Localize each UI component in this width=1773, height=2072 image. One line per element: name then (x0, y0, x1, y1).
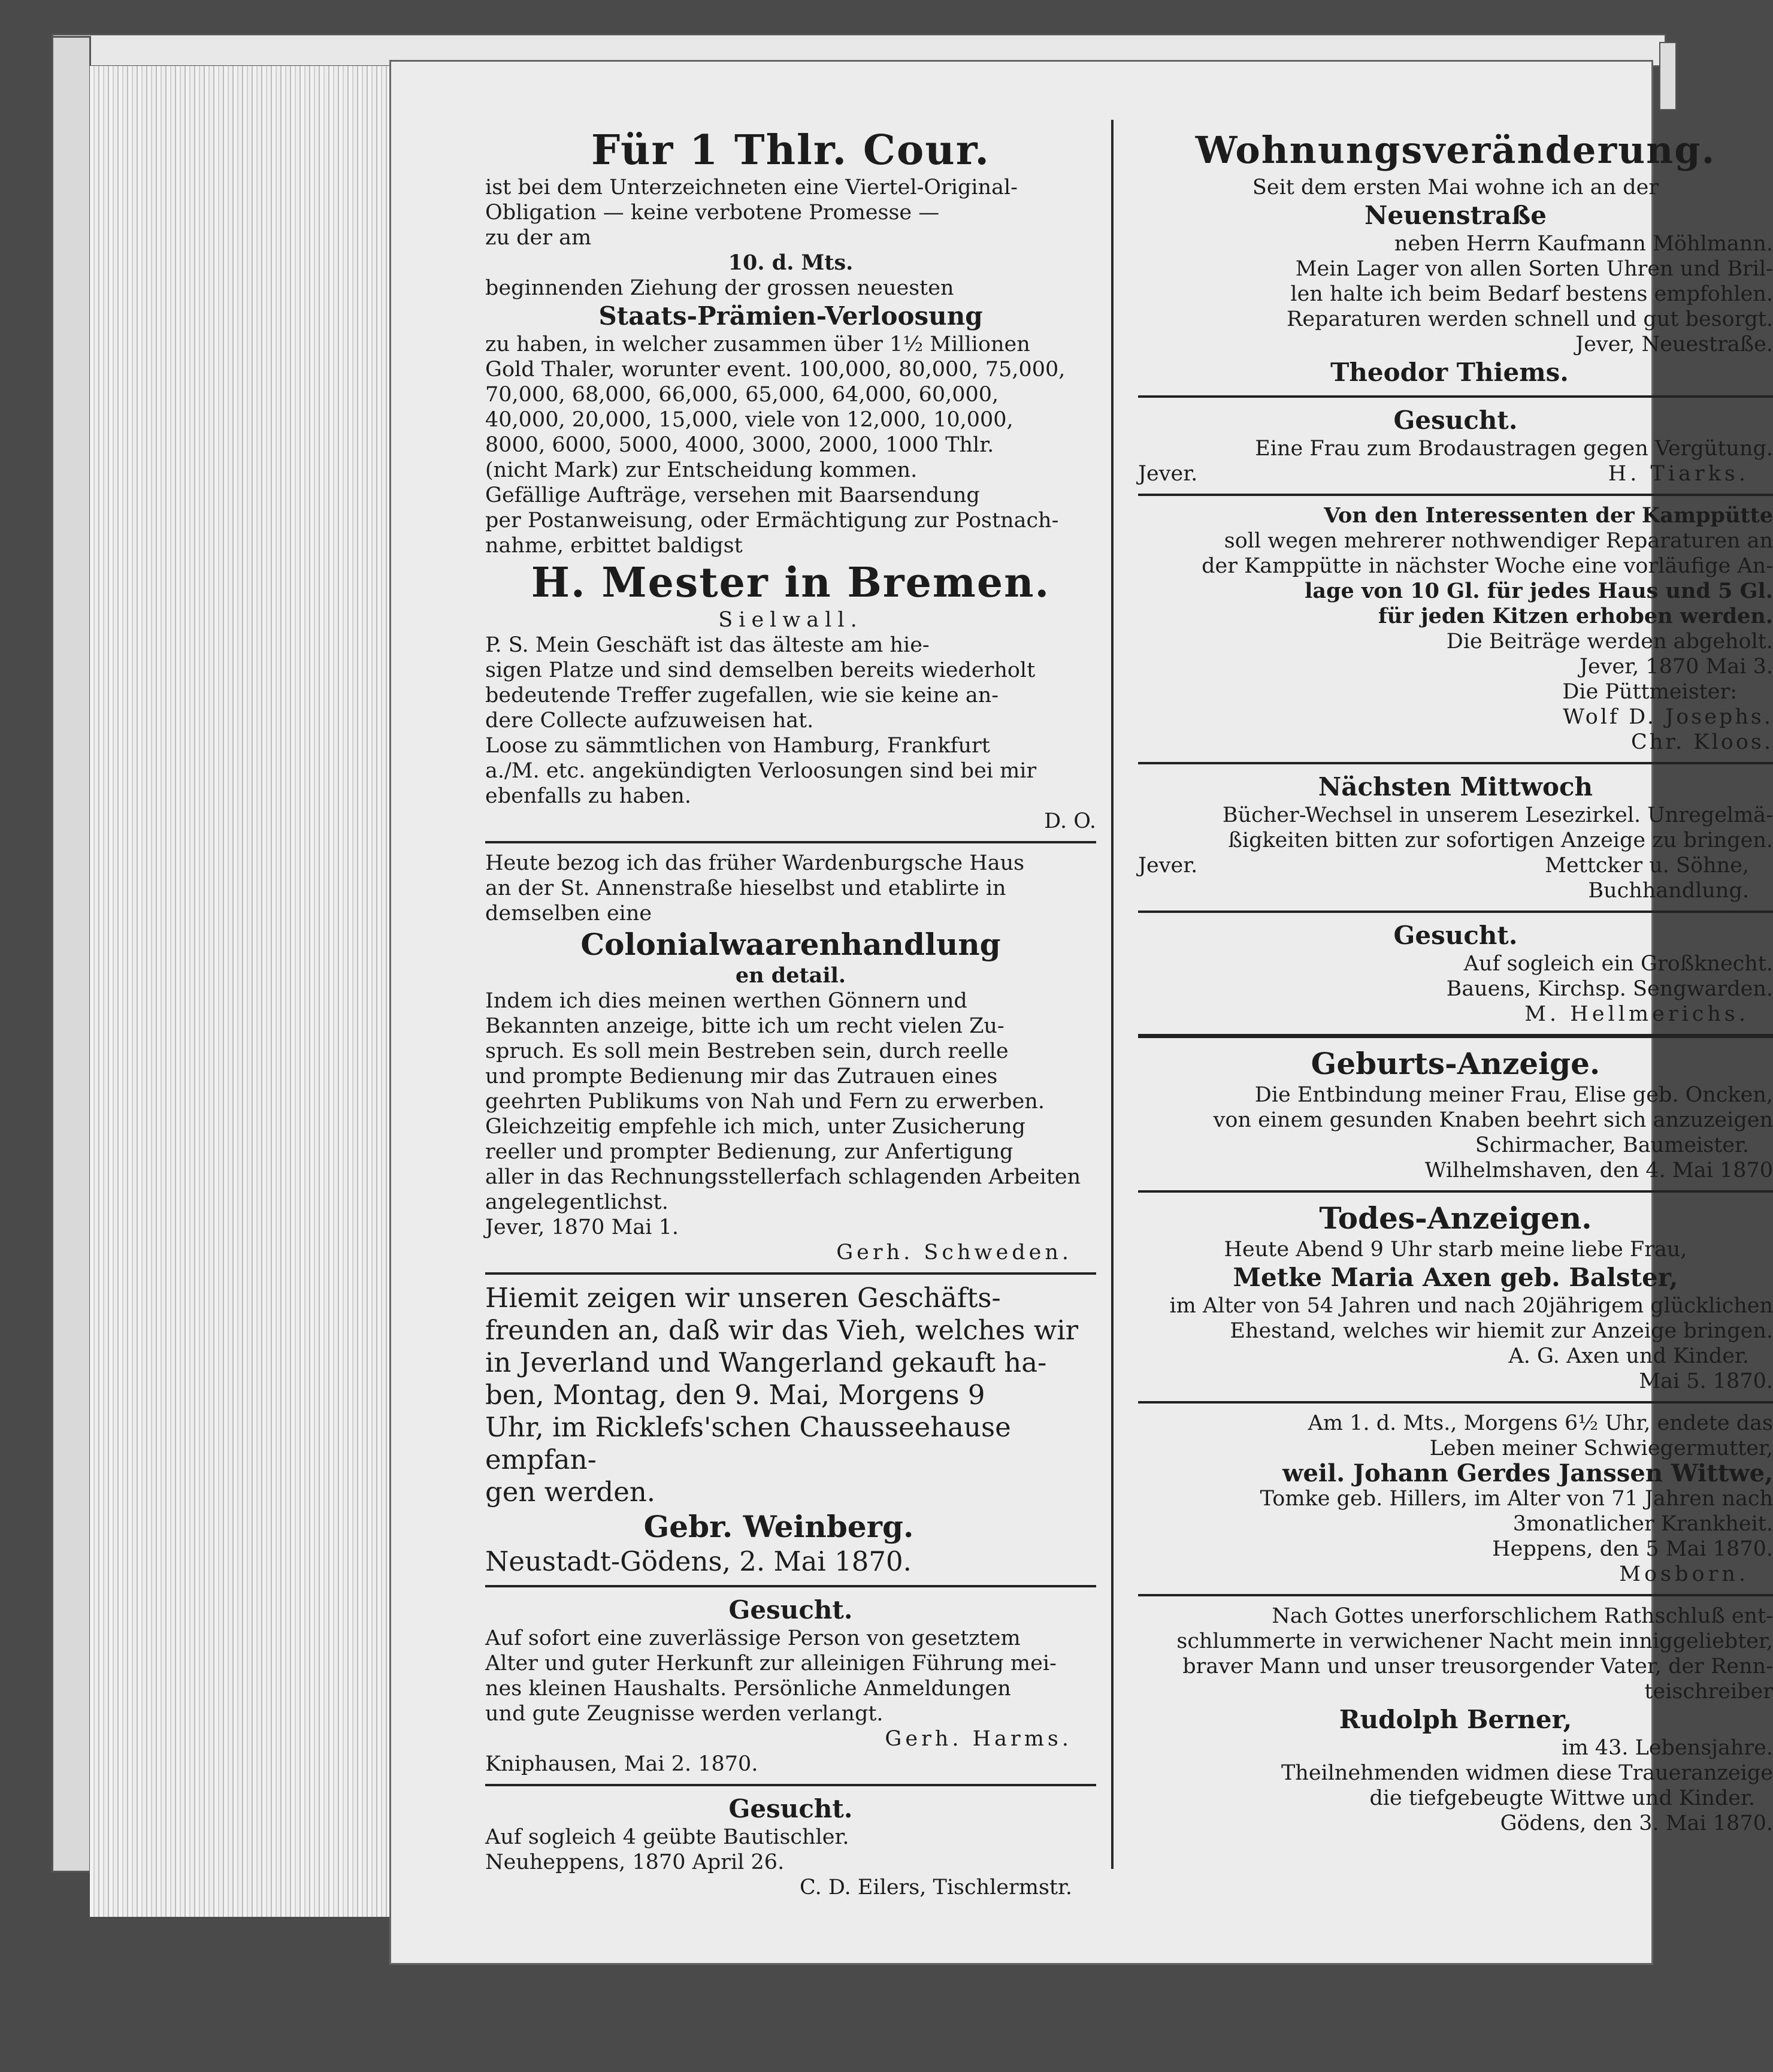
death-body-line: schlummerte in verwichener Nacht mein inniggeliebter, (1176, 1629, 1773, 1653)
lottery-body-line: Gefällige Aufträge, versehen mit Baarsendung (485, 483, 980, 507)
birth-place: Wilhelmshaven, den 4. Mai 1870 (1424, 1158, 1773, 1182)
death-name: weil. Johann Gerdes Janssen Wittwe, (1282, 1459, 1773, 1487)
colonial-ad (485, 851, 1096, 1265)
lottery-body-line: per Postanweisung, oder Ermächtigung zur Postnach- (485, 509, 1059, 533)
moving-body-line: Reparaturen werden schnell und gut besorgt. (1287, 307, 1773, 331)
colonial-body-line: und prompte Bedienung mir das Zutrauen eines (485, 1064, 998, 1088)
lottery-line: zu der am (485, 226, 592, 250)
lottery-body-line: nahme, erbittet baldigst (485, 534, 743, 558)
wanted-title: Gesucht. (1393, 406, 1518, 435)
wanted-body-line: Auf sofort eine zuverlässige Person von gesetztem (485, 1626, 1021, 1650)
colonial-body-line: aller in das Rechnungsstellerfach schlagenden Arbeiten (485, 1165, 1081, 1189)
lottery-ps-line: sigen Platze und sind demselben bereits wiederholt (485, 658, 1036, 682)
divider-rule (1138, 1401, 1773, 1403)
death-ad-1 (1138, 1200, 1773, 1394)
divider-rule (1138, 762, 1773, 764)
books-place: Jever. (1138, 854, 1198, 878)
death-body-line: braver Mann und unser treusorgender Vater, der Renn- (1182, 1654, 1773, 1678)
book-tab (1659, 42, 1677, 110)
wanted-place: Jever. (1138, 462, 1198, 486)
death-ad-3 (1138, 1604, 1773, 1836)
book-spine-edge (52, 36, 91, 1873)
well-ad (1138, 503, 1773, 755)
lottery-subtitle: Staats-Prämien-Verloosung (598, 301, 983, 331)
left-column (485, 126, 1096, 1900)
wanted-title: Gesucht. (728, 1595, 853, 1625)
divider-rule (485, 841, 1096, 843)
moving-body-line: len halte ich beim Bedarf bestens empfohlen. (1290, 282, 1773, 306)
wanted-body-line: Bauens, Kirchsp. Sengwarden. (1446, 977, 1773, 1001)
wanted-title: Gesucht. (728, 1794, 853, 1823)
lottery-body-line: 8000, 6000, 5000, 4000, 3000, 2000, 1000 Thlr. (485, 433, 994, 457)
moving-ad (1138, 126, 1773, 388)
death-body-line: Ehestand, welches wir hiemit zur Anzeige bringen. (1230, 1319, 1773, 1343)
divider-rule (485, 1784, 1096, 1786)
moving-body-line: Jever, Neuestraße. (1575, 332, 1773, 356)
lottery-ps-line: dere Collecte aufzuweisen hat. (485, 709, 814, 733)
well-body-line: lage von 10 Gl. für jedes Haus und 5 Gl. (1305, 579, 1773, 603)
lottery-line: Obligation — keine verbotene Promesse — (485, 201, 940, 225)
death-name: Metke Maria Axen geb. Balster, (1233, 1263, 1678, 1292)
death-line: Leben meiner Schwiegermutter, (1429, 1436, 1773, 1460)
divider-rule (1138, 1594, 1773, 1596)
wanted-body-line: nes kleinen Haushalts. Persönliche Anmeldungen (485, 1677, 1011, 1701)
birth-ad (1138, 1045, 1773, 1183)
moving-street: Neuenstraße (1364, 201, 1547, 230)
divider-rule (1138, 1190, 1773, 1193)
wanted-ad-1 (485, 1595, 1096, 1777)
wanted-body-line: Alter und guter Herkunft zur alleinigen Führung mei- (485, 1651, 1057, 1675)
wanted-title: Gesucht. (1393, 921, 1518, 950)
birth-body-line: von einem gesunden Knaben beehrt sich anzuzeigen (1213, 1108, 1773, 1132)
newspaper-page (389, 60, 1773, 1965)
colonial-body-line: spruch. Es soll mein Bestreben sein, durch reelle (485, 1039, 1009, 1063)
lottery-firm: H. Mester in Bremen. (531, 559, 1051, 607)
divider-rule (1138, 911, 1773, 913)
lottery-line: ist bei dem Unterzeichneten eine Viertel-Original- (485, 176, 1018, 199)
well-body-line: Die Beiträge werden abgeholt. (1446, 630, 1773, 654)
lottery-body-line: zu haben, in welcher zusammen über 1½ Millionen (485, 332, 1030, 356)
lottery-initials: D. O. (1044, 809, 1096, 833)
wanted-body-line: Neuheppens, 1870 April 26. (485, 1850, 785, 1874)
birth-body-line: Die Entbindung meiner Frau, Elise geb. Oncken, (1254, 1083, 1773, 1107)
colonial-place: Jever, 1870 Mai 1. (485, 1215, 679, 1239)
death-line: Heute Abend 9 Uhr starb meine liebe Frau, (1224, 1238, 1687, 1262)
lottery-ps-line: bedeutende Treffer zugefallen, wie sie keine an- (485, 683, 999, 707)
death-place: Mai 5. 1870. (1639, 1369, 1773, 1393)
well-name: Wolf D. Josephs. (1563, 705, 1773, 729)
books-footer (1138, 853, 1773, 878)
lottery-body-line: Gold Thaler, worunter event. 100,000, 80,000, 75,000, (485, 358, 1066, 382)
colonial-intro-line: an der St. Annenstraße hieselbst und etablirte in (485, 876, 1006, 900)
colonial-body-line: geehrten Publikums von Nah und Fern zu erwerben. (485, 1090, 1045, 1114)
wanted-body-line: und gute Zeugnisse werden verlangt. (485, 1702, 884, 1726)
lottery-ps-line: a./M. etc. angekündigten Verloosungen sind bei mir (485, 759, 1037, 783)
lottery-body-line: 70,000, 68,000, 66,000, 65,000, 64,000, 60,000, (485, 383, 999, 407)
death-name: Rudolph Berner, (1339, 1705, 1572, 1734)
death-age: im 43. Lebensjahre. (1562, 1736, 1773, 1760)
moving-title: Wohnungsveränderung. (1195, 128, 1716, 172)
wanted-body-line: Auf sogleich 4 geübte Bautischler. (485, 1825, 849, 1849)
colonial-subtitle: en detail. (735, 963, 846, 988)
cattle-ad (485, 1282, 1096, 1578)
wanted-body-line: Eine Frau zum Brodaustragen gegen Vergütung. (1255, 437, 1773, 461)
moving-signature: Theodor Thiems. (1330, 358, 1569, 387)
lottery-ad (485, 126, 1096, 834)
well-label: Die Püttmeister: (1562, 680, 1737, 704)
death-body-line: 3monatlicher Krankheit. (1512, 1512, 1773, 1536)
colonial-body-line: Bekannten anzeige, bitte ich um recht vielen Zu- (485, 1014, 1005, 1038)
lottery-ps-line: ebenfalls zu haben. (485, 784, 691, 808)
wanted-signature: M. Hellmerichs. (1524, 1002, 1749, 1026)
colonial-signature: Gerh. Schweden. (836, 1241, 1072, 1265)
cattle-body-line: ben, Montag, den 9. Mai, Morgens 9 (485, 1379, 985, 1411)
death-body-line: im Alter von 54 Jahren und nach 20jährigem glücklichen (1169, 1294, 1773, 1318)
divider-rule (485, 1272, 1096, 1275)
cattle-body-line: in Jeverland und Wangerland gekauft ha- (485, 1347, 1047, 1378)
colonial-body-line: angelegentlichst. (485, 1190, 668, 1214)
lottery-line: beginnenden Ziehung der grossen neuesten (485, 276, 954, 300)
death-signature: A. G. Axen und Kinder. (1508, 1344, 1749, 1368)
wanted-signature: C. D. Eilers, Tischlermstr. (800, 1876, 1072, 1899)
death-signature: Mosborn. (1619, 1562, 1749, 1586)
wanted-signature: Gerh. Harms. (885, 1727, 1072, 1751)
cattle-body-line: gen werden. (485, 1476, 656, 1508)
cattle-body-line: Uhr, im Ricklefs'schen Chausseehause empfan- (485, 1411, 1011, 1475)
books-body-line: ßigkeiten bitten zur sofortigen Anzeige zu bringen. (1228, 828, 1773, 852)
page-stack-edge (90, 66, 389, 1917)
death-closing-line: Theilnehmenden widmen diese Traueranzeige (1281, 1761, 1773, 1785)
moving-body-line: Mein Lager von allen Sorten Uhren und Bril- (1295, 257, 1773, 281)
lottery-ps-line: Loose zu sämmtlichen von Hamburg, Frankfurt (485, 734, 990, 758)
death-line: Am 1. d. Mts., Morgens 6½ Uhr, endete das (1308, 1411, 1773, 1435)
books-body-line: Bücher-Wechsel in unserem Lesezirkel. Unregelmä- (1222, 803, 1773, 827)
wanted-footer (1138, 461, 1773, 486)
divider-rule (1138, 1034, 1773, 1038)
colonial-intro-line: Heute bezog ich das früher Wardenburgsche Haus (485, 851, 1025, 875)
moving-line: Seit dem ersten Mai wohne ich an der (1252, 176, 1659, 199)
cattle-place: Neustadt-Gödens, 2. Mai 1870. (485, 1545, 912, 1577)
colonial-body-line: Gleichzeitig empfehle ich mich, unter Zusicherung (485, 1115, 1025, 1139)
well-body-line: für jeden Kitzen erhoben werden. (1378, 604, 1773, 628)
wanted-place: Kniphausen, Mai 2. 1870. (485, 1752, 758, 1776)
birth-title: Geburts-Anzeige. (1311, 1046, 1600, 1081)
lottery-body-line: (nicht Mark) zur Entscheidung kommen. (485, 458, 918, 482)
death-title: Todes-Anzeigen. (1319, 1200, 1592, 1236)
well-body-line: soll wegen mehrerer nothwendiger Reparaturen an (1224, 529, 1773, 553)
death-body-line: Nach Gottes unerforschlichem Rathschluß ent- (1272, 1604, 1773, 1628)
wanted-body-line: Auf sogleich ein Großknecht. (1463, 952, 1773, 976)
colonial-title: Colonialwaarenhandlung (580, 927, 1001, 962)
moving-body-line: neben Herrn Kaufmann Möhlmann. (1394, 232, 1773, 256)
death-ad-2 (1138, 1411, 1773, 1587)
well-body-line: der Kamppütte in nächster Woche eine vorläufige An- (1202, 554, 1773, 578)
right-column (1138, 126, 1773, 1836)
death-body-line: teischreiber (1644, 1680, 1773, 1704)
lottery-body-line: 40,000, 20,000, 15,000, viele von 12,000, 10,000, (485, 408, 1013, 432)
lottery-ps-line: P. S. Mein Geschäft ist das älteste am hie- (485, 633, 930, 657)
books-signature-2: Buchhandlung. (1588, 879, 1749, 903)
cattle-body-line: freunden an, daß wir das Vieh, welches wir (485, 1314, 1079, 1346)
wanted-ad-3 (1138, 405, 1773, 486)
column-divider (1111, 120, 1114, 1869)
birth-signature: Schirmacher, Baumeister. (1475, 1133, 1749, 1157)
death-closing-line: die tiefgebeugte Wittwe und Kinder. (1369, 1786, 1755, 1810)
books-title: Nächsten Mittwoch (1318, 772, 1593, 801)
books-signature: Mettcker u. Söhne, (1545, 854, 1749, 878)
books-ad (1138, 772, 1773, 903)
colonial-body-line: Indem ich dies meinen werthen Gönnern und (485, 989, 967, 1013)
wanted-ad-4 (1138, 920, 1773, 1027)
cattle-body-line: Hiemit zeigen wir unseren Geschäfts- (485, 1282, 1001, 1314)
wanted-signature: H. Tiarks. (1608, 462, 1749, 486)
divider-rule (485, 1585, 1096, 1587)
colonial-body-line: reeller und prompter Bedienung, zur Anfertigung (485, 1140, 1013, 1164)
death-place: Gödens, den 3. Mai 1870. (1500, 1811, 1773, 1835)
lottery-date: 10. d. Mts. (728, 250, 854, 275)
lottery-street: Sielwall. (718, 608, 863, 632)
cattle-signature: Gebr. Weinberg. (643, 1509, 914, 1544)
wanted-ad-2 (485, 1793, 1096, 1900)
death-body-line: Tomke geb. Hillers, im Alter von 71 Jahren nach (1260, 1487, 1773, 1511)
death-place: Heppens, den 5 Mai 1870. (1492, 1537, 1773, 1561)
divider-rule (1138, 494, 1773, 496)
lottery-title: Für 1 Thlr. Cour. (591, 126, 990, 174)
well-body-line: Von den Interessenten der Kamppütte (1324, 503, 1773, 528)
well-place: Jever, 1870 Mai 3. (1580, 655, 1773, 679)
well-name: Chr. Kloos. (1630, 730, 1773, 754)
divider-rule (1138, 395, 1773, 398)
colonial-intro-line: demselben eine (485, 902, 652, 925)
